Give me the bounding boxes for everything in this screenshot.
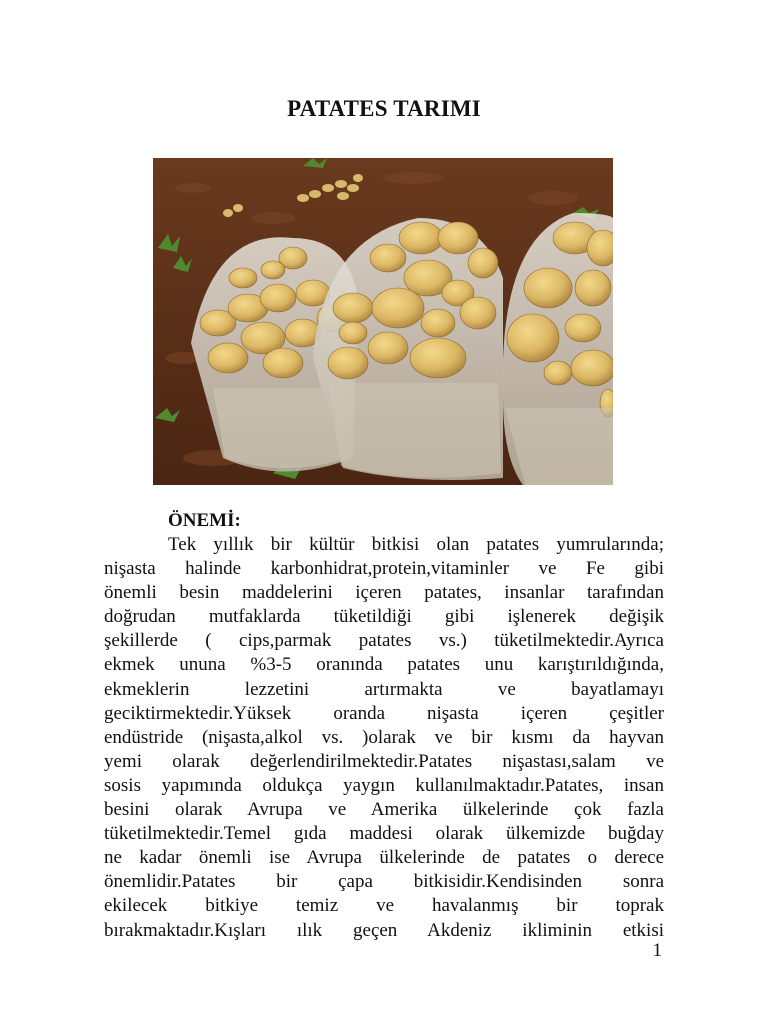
- body-line: endüstride (nişasta,alkol vs. )olarak ve bir kısmı da hayvan: [104, 726, 664, 748]
- body-line: şekillerde ( cips,parmak patates vs.) tüketilmektedir.Ayrıca: [104, 630, 664, 652]
- body-line: sosis yapımında oldukça yaygın kullanılmaktadır.Patates, insan: [104, 774, 664, 796]
- body-line: ekmeklerin lezzetini artırmakta ve bayatlamayı: [104, 678, 664, 700]
- body-line: geciktirmektedir.Yüksek oranda nişasta içeren çeşitler: [104, 702, 664, 724]
- body-line: ne kadar önemli ise Avrupa ülkelerinde de patates o derece: [104, 847, 664, 869]
- body-line: Tek yıllık bir kültür bitkisi olan patates yumrularında;: [168, 534, 664, 555]
- body-line: besini olarak Avrupa ve Amerika ülkelerinde çok fazla: [104, 799, 664, 821]
- section-heading: ÖNEMİ:: [168, 510, 241, 531]
- body-line: önemli besin maddelerini içeren patates, insanlar tarafından: [104, 582, 664, 604]
- body-line: nişasta halinde karbonhidrat,protein,vitaminler ve Fe gibi: [104, 558, 664, 580]
- body-line: ekilecek bitkiye temiz ve havalanmış bir toprak: [104, 895, 664, 917]
- body-text: [104, 533, 664, 943]
- body-line: doğrudan mutfaklarda tüketildiği gibi işlenerek değişik: [104, 606, 664, 628]
- body-line: ekmek ununa %3-5 oranında patates unu karıştırıldığında,: [104, 654, 664, 676]
- page-title: PATATES TARIMI: [287, 96, 481, 121]
- body-line: bırakmaktadır.Kışları ılık geçen Akdeniz ikliminin etkisi: [104, 919, 664, 941]
- body-line: tüketilmektedir.Temel gıda maddesi olarak ülkemizde buğday: [104, 823, 664, 845]
- page-number: 1: [652, 940, 662, 961]
- body-line: yemi olarak değerlendirilmektedir.Patates nişastası,salam ve: [104, 750, 664, 772]
- body-line: önemlidir.Patates bir çapa bitkisidir.Kendisinden sonra: [104, 871, 664, 893]
- potato-sacks-photo: [153, 158, 613, 485]
